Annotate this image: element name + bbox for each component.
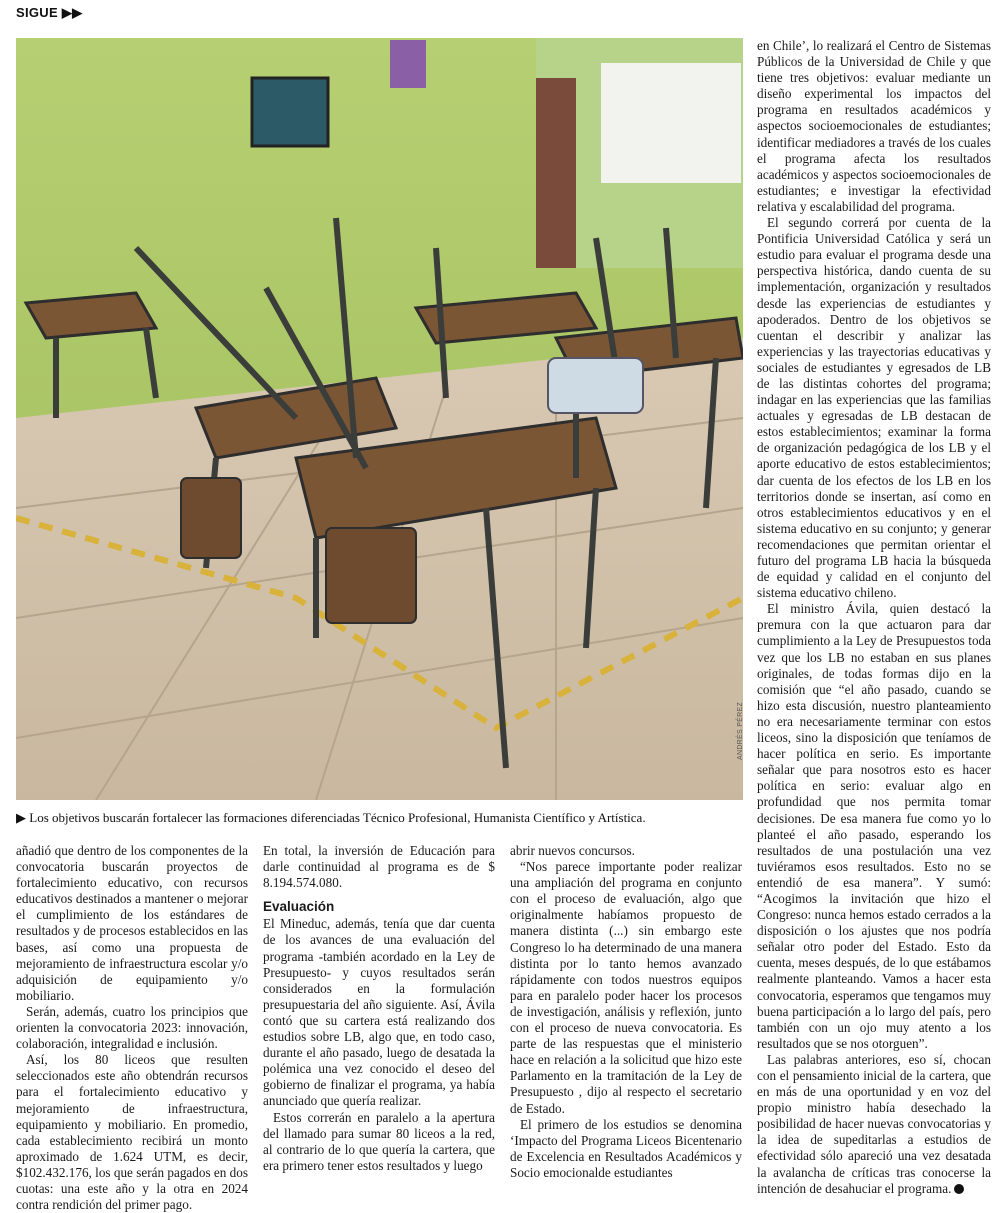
paragraph: El ministro Ávila, quien destacó la premura con la que actuaron para dar cumplimiento a la Ley de Presupuestos toda vez que los LB no estaban en sus planes originales, de todas formas dijo en la comisión que “el año pasado, cuando se hizo esta discusión, nuestro planteamiento no era necesariamente terminar con estos liceos, sino la disposición que teníamos de hacer política en serio. Es importante señalar que para nosotros esto es hacer política en serio: evaluar algo en profundidad que nos permita tomar decisiones. De esa manera fue como yo lo planteé el año pasado, esperando los resultados de una postulación una vez tuviéramos esos resultados. Esto no se entendió de esa manera”. Y sumó: “Acogimos la invitación que hizo el Congreso: nunca hemos estado cerrados a la disposición o los ajustes que nos podría señalar otro poder del Estado. Esto da cuenta, meses después, de lo que estábamos realmente planteando. Vamos a hacer esta convocatoria, esperamos que tengamos muy buena participación a lo largo del país, pero también con un ojo muy atento a los resultados que se nos otorguen”. <box>757 601 991 1051</box>
paragraph-final <box>757 1052 991 1197</box>
paragraph: Serán, además, cuatro los principios que orienten la convocatoria 2023: innovación, colaboración, integralidad e inclusión. <box>16 1003 248 1052</box>
continues-kicker: SIGUE ▶▶ <box>16 5 83 20</box>
paragraph: El segundo correrá por cuenta de la Pontificia Universidad Católica y será un estudio para evaluar el programa desde una perspectiva histórica, dando cuenta de su implementación, organización y resultados desde las experiencias de estudiantes y apoderados. Dentro de los objetivos se cuentan el describir y analizar las experiencias y las trayectorias educativas y sociales de estudiantes y egresados de LB de las distintas cohortes del programa; indagar en las experiencias que las familias actuales y egresadas de LB destacan de estos establecimientos; examinar la forma de organización pedagógica de los LB y el aporte educativo de estos establecimientos; dar cuenta de los efectos de los LB en los territorios donde se insertan, así como en otros establecimientos educativos y en el sistema educativo en su conjunto; y generar recomendaciones que permitan orientar el futuro del programa LB hacia la búsqueda de equidad y calidad en el conjunto del sistema educativo chileno. <box>757 215 991 601</box>
paragraph: Así, los 80 liceos que resulten seleccionados este año obtendrán recursos para el fortalecimiento educativo y mejoramiento de infraestructura, equipamiento y mobiliario. En promedio, cada establecimiento recibirá un monto aproximado de 1.624 UTM, es decir, $102.432.176, los que serán pagados en dos cuotas: una este año y la otra en 2024 contra rendición del primer pago. <box>16 1052 248 1213</box>
paragraph: en Chile’, lo realizará el Centro de Sistemas Públicos de la Universidad de Chile y que tiene tres objetivos: evaluar mediante un diseño experimental los impactos del programa en resultados académicos y aspectos socioemocionales de estudiantes; identificar mediadores a través de los cuales el programa afecta los resultados académicos y aspectos socioemocionales de estudiantes; e investigar la efectividad relativa y escalabilidad del programa. <box>757 38 991 214</box>
article-column-2 <box>263 843 495 1174</box>
photo-credit: ANDRÉS PÉREZ <box>737 701 744 760</box>
paragraph-final-text: Las palabras anteriores, eso sí, chocan con el pensamiento inicial de la cartera, que en más de una oportunidad y en voz del propio ministro había desechado la posibilidad de hacer nuevas convocatorias y la idea de supeditarlas a estudios de efectividad sólo apareció una vez desatada la avalancha de críticas tras conocerse la intención de desahuciar el programa. <box>757 1051 991 1196</box>
paragraph: El primero de los estudios se denomina ‘Impacto del Programa Liceos Bicentenario de Excelencia en Resultados Académicos y Socio emocionalde estudiantes <box>510 1116 742 1180</box>
classroom-photo <box>16 38 743 800</box>
paragraph: En total, la inversión de Educación para darle continuidad al programa es de $ 8.194.574.080. <box>263 843 495 891</box>
paragraph: Estos correrán en paralelo a la apertura del llamado para sumar 80 liceos a la red, al contrario de lo que quería la cartera, que era primero tener estos resultados y luego <box>263 1109 495 1173</box>
paragraph: añadió que dentro de los componentes de la convocatoria buscarán proyectos de fortalecimiento educativo, con recursos educativos destinados a mantener o mejorar el cumplimiento de los estándares de resultados y de procesos establecidos en las bases, así como una propuesta de mejoramiento de infraestructura escolar y/o adquisición de equipamiento y/o mobiliario. <box>16 843 248 1003</box>
end-of-article-icon <box>954 1184 964 1194</box>
section-heading: Evaluación <box>263 899 335 915</box>
classroom-illustration <box>16 38 743 800</box>
paragraph: abrir nuevos concursos. <box>510 843 635 858</box>
article-column-4 <box>757 38 991 1197</box>
article-column-3 <box>510 843 742 1181</box>
article-column-1 <box>16 843 248 1213</box>
paragraph: El Mineduc, además, tenía que dar cuenta de los avances de una evaluación del programa -también acordado en la Ley de Presupuesto- y cuyos resultados serán considerados en la formulación presupuestaria del año siguiente. Así, Ávila contó que su cartera está realizando dos estudios sobre LB, algo que, en todo caso, durante el año pasado, luego de desatada la polémica una vez conocido el deseo del gobierno de finalizar el programa, ya había anunciado que quería realizar. <box>263 916 495 1109</box>
paragraph: “Nos parece importante poder realizar una ampliación del programa en conjunto con el proceso de evaluación, algo que originalmente habíamos propuesto de manera distinta (...) sin embargo este Congreso lo ha determinado de una manera distinta por lo tanto hemos avanzado rápidamente con todos nuestros equipos para en paralelo poder hacer los procesos de investigación, análisis y reflexión, junto con el proceso de nueva convocatoria. Es parte de las respuestas que el ministerio hace en relación a la solicitud que hizo este Parlamento en la tramitación de la Ley de Presupuesto , dijo al respecto el secretario de Estado. <box>510 859 742 1116</box>
photo-caption: ▶ Los objetivos buscarán fortalecer las formaciones diferenciadas Técnico Profesional, Humanista Científico y Artística. <box>16 810 646 825</box>
